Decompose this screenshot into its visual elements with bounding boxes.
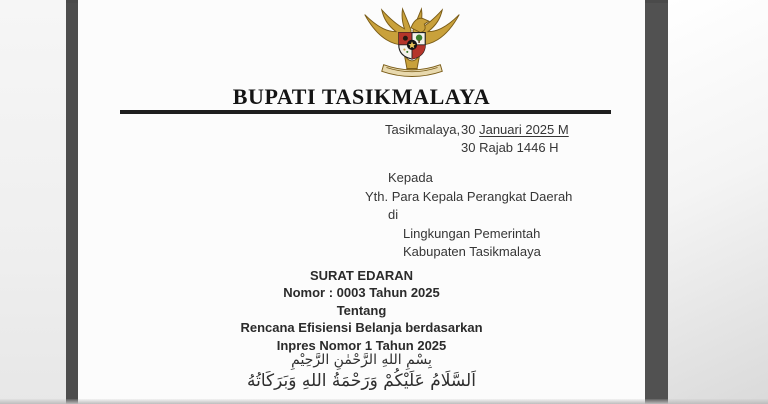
scan-margin-left bbox=[0, 0, 66, 404]
dateline-gregorian-date: Januari 2025 M bbox=[479, 122, 569, 137]
subject-number: Nomor : 0003 Tahun 2025 bbox=[283, 285, 440, 301]
letterhead-title: BUPATI TASIKMALAYA bbox=[232, 84, 491, 109]
subject-about-line1: Rencana Efisiensi Belanja berdasarkan bbox=[240, 320, 483, 336]
greeting-block bbox=[78, 351, 645, 393]
bismillah-text: بِسْمِ اللهِ الرَّحْمٰنِ الرَّحِيْمِ bbox=[291, 352, 432, 368]
scan-bottom-edge bbox=[0, 399, 768, 404]
letterhead-divider bbox=[120, 110, 611, 114]
recipient-block bbox=[365, 169, 572, 262]
subject-block bbox=[78, 267, 645, 354]
recipient-line: Kabupaten Tasikmalaya bbox=[403, 244, 541, 259]
salam-text: اَلسَّلَامُ عَلَيْكُمْ وَرَحْمَةُ اللهِ وَبَرَكَاتُهُ bbox=[247, 371, 476, 391]
recipient-line: Yth. Para Kepala Perangkat Daerah bbox=[365, 188, 573, 204]
recipient-line: Kepada bbox=[388, 170, 433, 185]
dateline-gregorian bbox=[385, 121, 569, 139]
scan-margin-right bbox=[668, 0, 768, 404]
page-frame-left bbox=[66, 0, 78, 404]
recipient-line: di bbox=[388, 207, 399, 222]
subject-about-line2: Inpres Nomor 1 Tahun 2025 bbox=[276, 337, 447, 353]
recipient-line: Lingkungan Pemerintah bbox=[403, 225, 541, 241]
garuda-pancasila-icon bbox=[360, 6, 464, 78]
dateline-place: Tasikmalaya, bbox=[385, 122, 461, 137]
dateline bbox=[385, 121, 569, 157]
dateline-hijri: 30 Rajab 1446 H bbox=[461, 140, 559, 155]
subject-about-label: Tentang bbox=[336, 302, 387, 318]
dateline-day: 30 bbox=[461, 122, 476, 137]
letter-page bbox=[78, 0, 645, 404]
page-frame-right bbox=[645, 0, 668, 404]
subject-title: SURAT EDARAN bbox=[309, 268, 414, 283]
